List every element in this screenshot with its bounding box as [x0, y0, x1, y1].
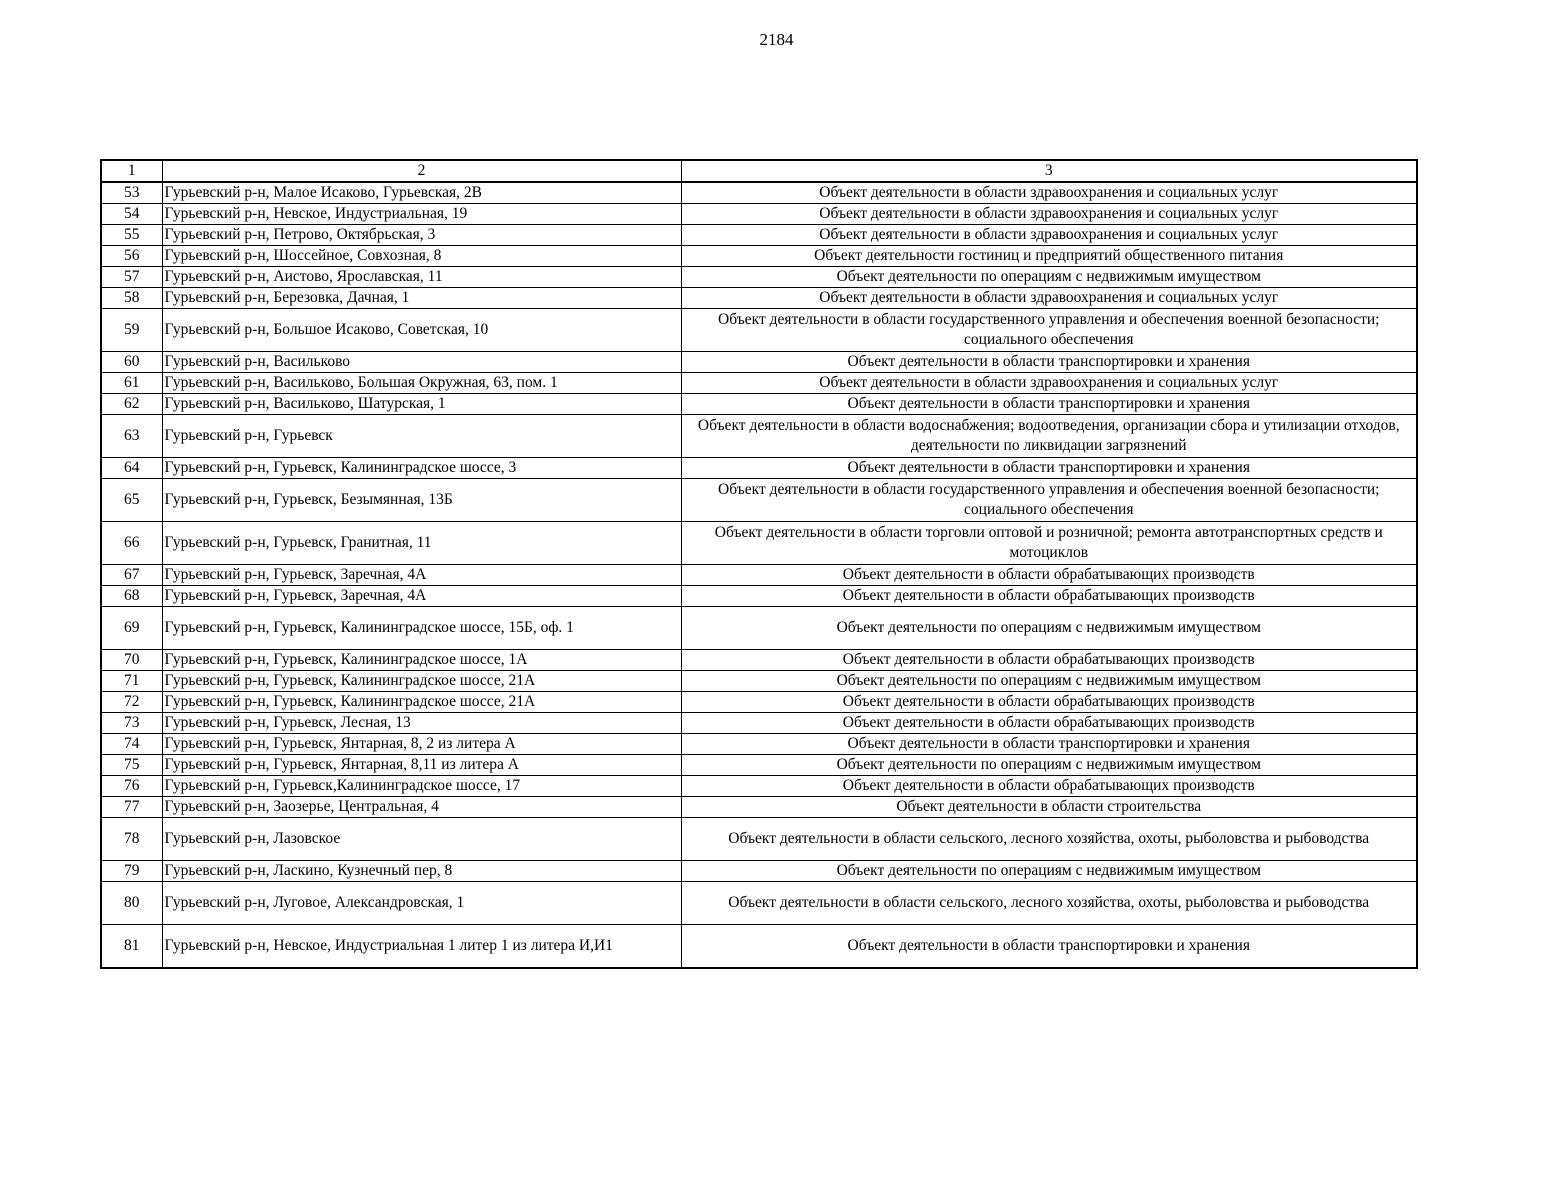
row-number: 61	[101, 373, 162, 394]
table-row	[101, 204, 1417, 225]
row-activity: Объект деятельности в области государственного управления и обеспечения военной безопасности; социального обеспечения	[681, 479, 1417, 522]
row-activity: Объект деятельности в области торговли оптовой и розничной; ремонта автотранспортных средств и мотоциклов	[681, 522, 1417, 565]
row-number: 54	[101, 204, 162, 225]
row-number: 79	[101, 861, 162, 882]
table-row	[101, 309, 1417, 352]
row-number: 56	[101, 246, 162, 267]
row-number: 72	[101, 692, 162, 713]
row-address: Гурьевский р-н, Большое Исаково, Советская, 10	[162, 309, 681, 352]
row-activity: Объект деятельности в области государственного управления и обеспечения военной безопасности; социального обеспечения	[681, 309, 1417, 352]
row-address: Гурьевский р-н, Шоссейное, Совхозная, 8	[162, 246, 681, 267]
row-number: 71	[101, 671, 162, 692]
row-activity: Объект деятельности гостиниц и предприятий общественного питания	[681, 246, 1417, 267]
row-activity: Объект деятельности в области транспортировки и хранения	[681, 394, 1417, 415]
table-row	[101, 861, 1417, 882]
row-number: 55	[101, 225, 162, 246]
row-address: Гурьевский р-н, Невское, Индустриальная, 19	[162, 204, 681, 225]
row-number: 66	[101, 522, 162, 565]
row-activity: Объект деятельности в области обрабатывающих производств	[681, 713, 1417, 734]
row-number: 64	[101, 458, 162, 479]
row-number: 53	[101, 182, 162, 204]
row-activity: Объект деятельности в области обрабатывающих производств	[681, 692, 1417, 713]
row-activity: Объект деятельности в области водоснабжения; водоотведения, организации сбора и утилизации отходов, деятельности по ликвидации загрязнений	[681, 415, 1417, 458]
row-number: 59	[101, 309, 162, 352]
row-address: Гурьевский р-н, Гурьевск, Заречная, 4А	[162, 586, 681, 607]
table-row	[101, 288, 1417, 309]
header-col-2: 2	[162, 160, 681, 182]
row-activity: Объект деятельности по операциям с недвижимым имуществом	[681, 755, 1417, 776]
row-number: 78	[101, 818, 162, 861]
row-address: Гурьевский р-н, Гурьевск, Безымянная, 13Б	[162, 479, 681, 522]
registry-table-body	[101, 160, 1417, 968]
table-row	[101, 713, 1417, 734]
row-number: 60	[101, 352, 162, 373]
row-number: 73	[101, 713, 162, 734]
row-address: Гурьевский р-н, Гурьевск, Лесная, 13	[162, 713, 681, 734]
row-activity: Объект деятельности по операциям с недвижимым имуществом	[681, 671, 1417, 692]
table-row	[101, 479, 1417, 522]
header-col-3: 3	[681, 160, 1417, 182]
table-header-row	[101, 160, 1417, 182]
row-number: 81	[101, 925, 162, 969]
row-address: Гурьевский р-н, Березовка, Дачная, 1	[162, 288, 681, 309]
row-address: Гурьевский р-н, Малое Исаково, Гурьевская, 2В	[162, 182, 681, 204]
row-address: Гурьевский р-н, Заозерье, Центральная, 4	[162, 797, 681, 818]
row-address: Гурьевский р-н, Гурьевск, Калининградское шоссе, 3	[162, 458, 681, 479]
row-activity: Объект деятельности в области транспортировки и хранения	[681, 925, 1417, 969]
table-row	[101, 755, 1417, 776]
page-number: 2184	[759, 30, 794, 49]
table-row	[101, 373, 1417, 394]
table-row	[101, 394, 1417, 415]
table-row	[101, 671, 1417, 692]
row-activity: Объект деятельности в области транспортировки и хранения	[681, 734, 1417, 755]
row-address: Гурьевский р-н, Васильково, Большая Окружная, 63, пом. 1	[162, 373, 681, 394]
row-address: Гурьевский р-н, Лазовское	[162, 818, 681, 861]
row-number: 62	[101, 394, 162, 415]
row-address: Гурьевский р-н, Гурьевск, Калининградское шоссе, 21А	[162, 692, 681, 713]
row-activity: Объект деятельности по операциям с недвижимым имуществом	[681, 607, 1417, 650]
table-row	[101, 415, 1417, 458]
row-number: 65	[101, 479, 162, 522]
row-activity: Объект деятельности в области обрабатывающих производств	[681, 650, 1417, 671]
table-row	[101, 565, 1417, 586]
row-address: Гурьевский р-н, Васильково, Шатурская, 1	[162, 394, 681, 415]
row-address: Гурьевский р-н, Гурьевск, Янтарная, 8,11 из литера А	[162, 755, 681, 776]
table-row	[101, 650, 1417, 671]
row-address: Гурьевский р-н, Ласкино, Кузнечный пер, 8	[162, 861, 681, 882]
row-activity: Объект деятельности в области сельского, лесного хозяйства, охоты, рыболовства и рыбоводства	[681, 882, 1417, 925]
table-row	[101, 458, 1417, 479]
row-activity: Объект деятельности в области сельского, лесного хозяйства, охоты, рыболовства и рыбоводства	[681, 818, 1417, 861]
row-activity: Объект деятельности в области транспортировки и хранения	[681, 458, 1417, 479]
table-row	[101, 692, 1417, 713]
row-activity: Объект деятельности по операциям с недвижимым имуществом	[681, 861, 1417, 882]
row-address: Гурьевский р-н, Гурьевск, Гранитная, 11	[162, 522, 681, 565]
row-address: Гурьевский р-н, Луговое, Александровская, 1	[162, 882, 681, 925]
row-number: 67	[101, 565, 162, 586]
row-number: 77	[101, 797, 162, 818]
row-activity: Объект деятельности в области транспортировки и хранения	[681, 352, 1417, 373]
table-row	[101, 225, 1417, 246]
row-activity: Объект деятельности в области здравоохранения и социальных услуг	[681, 225, 1417, 246]
table-row	[101, 352, 1417, 373]
row-number: 76	[101, 776, 162, 797]
row-number: 75	[101, 755, 162, 776]
table-row	[101, 607, 1417, 650]
table-row	[101, 797, 1417, 818]
row-number: 74	[101, 734, 162, 755]
row-address: Гурьевский р-н, Гурьевск	[162, 415, 681, 458]
row-address: Гурьевский р-н, Невское, Индустриальная 1 литер 1 из литера И,И1	[162, 925, 681, 969]
table-row	[101, 182, 1417, 204]
table-row	[101, 522, 1417, 565]
table-row	[101, 267, 1417, 288]
row-activity: Объект деятельности в области здравоохранения и социальных услуг	[681, 373, 1417, 394]
row-address: Гурьевский р-н, Гурьевск, Янтарная, 8, 2 из литера А	[162, 734, 681, 755]
row-address: Гурьевский р-н, Васильково	[162, 352, 681, 373]
table-row	[101, 586, 1417, 607]
row-address: Гурьевский р-н, Гурьевск, Калининградское шоссе, 21А	[162, 671, 681, 692]
row-number: 69	[101, 607, 162, 650]
row-activity: Объект деятельности по операциям с недвижимым имуществом	[681, 267, 1417, 288]
table-row	[101, 925, 1417, 969]
row-address: Гурьевский р-н, Гурьевск,Калининградское шоссе, 17	[162, 776, 681, 797]
row-activity: Объект деятельности в области строительства	[681, 797, 1417, 818]
table-row	[101, 818, 1417, 861]
row-activity: Объект деятельности в области здравоохранения и социальных услуг	[681, 288, 1417, 309]
row-number: 63	[101, 415, 162, 458]
table-row	[101, 882, 1417, 925]
row-number: 58	[101, 288, 162, 309]
row-address: Гурьевский р-н, Гурьевск, Заречная, 4А	[162, 565, 681, 586]
table-row	[101, 734, 1417, 755]
registry-table	[100, 159, 1418, 969]
row-activity: Объект деятельности в области обрабатывающих производств	[681, 586, 1417, 607]
row-address: Гурьевский р-н, Петрово, Октябрьская, 3	[162, 225, 681, 246]
header-col-1: 1	[101, 160, 162, 182]
row-address: Гурьевский р-н, Аистово, Ярославская, 11	[162, 267, 681, 288]
row-number: 70	[101, 650, 162, 671]
row-number: 80	[101, 882, 162, 925]
row-address: Гурьевский р-н, Гурьевск, Калининградское шоссе, 15Б, оф. 1	[162, 607, 681, 650]
table-row	[101, 776, 1417, 797]
row-number: 57	[101, 267, 162, 288]
row-activity: Объект деятельности в области обрабатывающих производств	[681, 565, 1417, 586]
row-activity: Объект деятельности в области обрабатывающих производств	[681, 776, 1417, 797]
row-address: Гурьевский р-н, Гурьевск, Калининградское шоссе, 1А	[162, 650, 681, 671]
row-number: 68	[101, 586, 162, 607]
row-activity: Объект деятельности в области здравоохранения и социальных услуг	[681, 204, 1417, 225]
row-activity: Объект деятельности в области здравоохранения и социальных услуг	[681, 182, 1417, 204]
table-row	[101, 246, 1417, 267]
